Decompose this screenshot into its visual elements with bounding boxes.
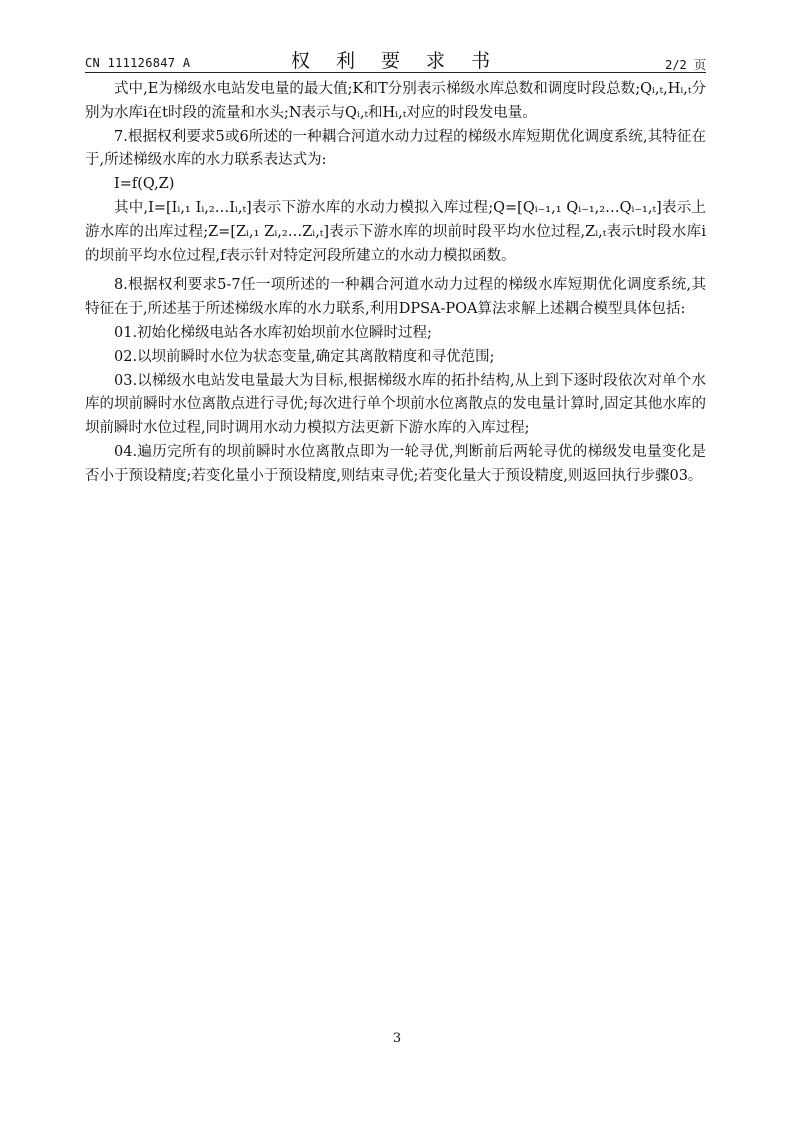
paragraph-claim-8: 8.根据权利要求5-7任一项所述的一种耦合河道水动力过程的梯级水库短期优化调度系统,其特征在于,所述基于所述梯级水库的水力联系,利用DPSA-POA算法求解上述耦合模型具体包括: [85,277,706,318]
paragraph-equation: I=f(Q,Z) [114,176,175,193]
page-number: 3 [392,1031,402,1046]
header-divider [85,72,706,73]
paragraph-step-02: 02.以坝前瞬时水位为状态变量,确定其离散精度和寻优范围; [114,348,495,365]
page-indicator: 2/2 页 [665,58,706,72]
paragraph-claim-7: 7.根据权利要求5或6所述的一种耦合河道水动力过程的梯级水库短期优化调度系统,其特征在于,所述梯级水库的水力联系表达式为: [85,128,706,169]
page-header [85,44,706,72]
paragraph-step-01: 01.初始化梯级电站各水库初始坝前水位瞬时过程; [114,324,432,341]
claims-body [85,78,706,489]
paragraph-variable-definitions: 其中,I=[Iᵢ,₁ Iᵢ,₂…Iᵢ,ₜ]表示下游水库的水动力模拟入库过程;Q=[Qᵢ₋₁,₁ Qᵢ₋₁,₂…Qᵢ₋₁,ₜ]表示上游水库的出库过程;Z=[Zᵢ,₁ Zᵢ,₂…Zᵢ,ₜ]表示下游水库的坝前时段平均水位过程,Zᵢ,ₜ表示t时段水库i的坝前平均水位过程,f表示针对特定河段所建立的水动力模拟函数。 [85,199,706,264]
section-title: 权 利 要 求 书 [290,50,501,72]
publication-number: CN 111126847 A [85,56,191,70]
paragraph-formula-explanation: 式中,E为梯级水电站发电量的最大值;K和T分别表示梯级水库总数和调度时段总数;Qᵢ,ₜ,Hᵢ,ₜ分别为水库i在t时段的流量和水头;N表示与Qᵢ,ₜ和Hᵢ,ₜ对应的时段发电量。 [85,81,706,121]
paragraph-step-03: 03.以梯级水电站发电量最大为目标,根据梯级水库的拓扑结构,从上到下逐时段依次对单个水库的坝前瞬时水位离散点进行寻优;每次进行单个坝前水位离散点的发电量计算时,固定其他水库的坝前瞬时水位过程,同时调用水动力模拟方法更新下游水库的入库过程; [85,372,706,437]
paragraph-step-04: 04.遍历完所有的坝前瞬时水位离散点即为一轮寻优,判断前后两轮寻优的梯级发电量变化是否小于预设精度;若变化量小于预设精度,则结束寻优;若变化量大于预设精度,则返回执行步骤03。 [85,443,706,484]
